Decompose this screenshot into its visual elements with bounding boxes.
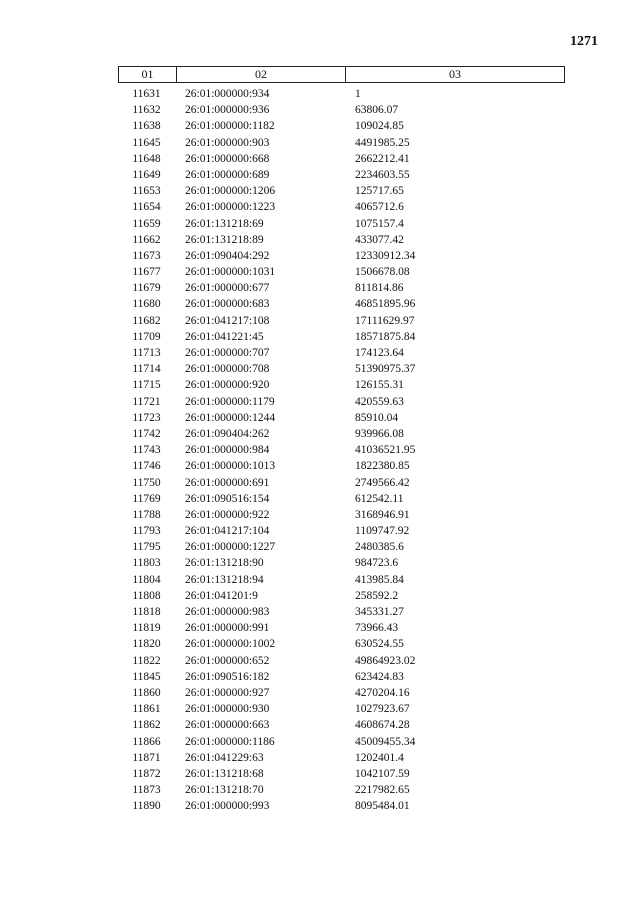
table-row xyxy=(118,313,565,329)
table-cell-01: 11679 xyxy=(132,282,161,295)
table-cell-03: 51390975.37 xyxy=(355,363,416,376)
table-row xyxy=(118,135,565,151)
table-cell-03: 345331.27 xyxy=(355,606,404,618)
table-row xyxy=(118,750,565,766)
table-row xyxy=(118,102,565,118)
table-cell-02: 26:01:000000:922 xyxy=(185,508,270,521)
table-cell-02: 26:01:000000:707 xyxy=(185,347,270,359)
table-cell-03: 4270204.16 xyxy=(355,686,410,699)
table-row xyxy=(118,118,565,134)
table-cell-01: 11746 xyxy=(132,460,161,473)
table-row xyxy=(118,604,565,620)
table-cell-03: 4065712.6 xyxy=(355,201,404,214)
table-cell-02: 26:01:041229:63 xyxy=(185,751,264,764)
table-cell-02: 26:01:000000:1186 xyxy=(185,735,275,748)
table-cell-02: 26:01:041217:108 xyxy=(185,314,270,327)
table-cell-02: 26:01:000000:691 xyxy=(185,476,270,489)
column-header-02: 02 xyxy=(177,67,346,82)
table-cell-01: 11871 xyxy=(132,751,161,764)
table-cell-01: 11632 xyxy=(132,104,161,117)
table-cell-02: 26:01:000000:1223 xyxy=(185,201,276,214)
table-cell-03: 126155.31 xyxy=(355,379,404,392)
table-cell-01: 11788 xyxy=(132,508,161,521)
table-cell-02: 26:01:000000:1002 xyxy=(185,638,276,651)
table-cell-03: 258592.2 xyxy=(355,589,399,602)
table-cell-02: 26:01:000000:934 xyxy=(185,88,270,100)
table-row xyxy=(118,280,565,296)
table-row xyxy=(118,296,565,312)
table-cell-01: 11873 xyxy=(132,784,161,797)
table-row xyxy=(118,620,565,636)
table-cell-03: 1042107.59 xyxy=(355,767,410,780)
table-cell-01: 11769 xyxy=(132,492,161,505)
table-cell-02: 26:01:090404:292 xyxy=(185,249,270,262)
table-cell-03: 2662212.41 xyxy=(355,152,410,165)
table-cell-01: 11709 xyxy=(132,330,161,343)
table-cell-02: 26:01:000000:930 xyxy=(185,703,270,716)
table-cell-02: 26:01:000000:708 xyxy=(185,363,270,376)
table-cell-01: 11648 xyxy=(132,152,161,165)
table-cell-01: 11649 xyxy=(132,168,161,181)
table-cell-02: 26:01:131218:69 xyxy=(185,217,264,230)
table-cell-03: 420559.63 xyxy=(355,395,404,408)
table-cell-02: 26:01:000000:903 xyxy=(185,136,270,149)
table-row xyxy=(118,345,565,361)
table-cell-01: 11659 xyxy=(132,217,161,230)
table-row xyxy=(118,199,565,215)
table-cell-02: 26:01:000000:984 xyxy=(185,444,270,457)
table-row xyxy=(118,782,565,798)
table-cell-02: 26:01:000000:677 xyxy=(185,282,270,295)
table-cell-03: 433077.42 xyxy=(355,233,404,246)
table-cell-02: 26:01:000000:983 xyxy=(185,606,270,618)
table-cell-02: 26:01:041221:45 xyxy=(185,330,264,343)
table-cell-01: 11872 xyxy=(132,767,161,780)
table-cell-03: 63806.07 xyxy=(355,104,399,117)
table-row xyxy=(118,264,565,280)
table-cell-03: 1822380.85 xyxy=(355,460,410,473)
table-cell-03: 41036521.95 xyxy=(355,444,416,457)
table-cell-03: 2234603.55 xyxy=(355,168,410,181)
table-cell-02: 26:01:131218:94 xyxy=(185,573,264,586)
table-cell-01: 11861 xyxy=(132,703,161,716)
table-cell-03: 1109747.92 xyxy=(355,525,410,538)
table-cell-02: 26:01:000000:1013 xyxy=(185,460,276,473)
table-row xyxy=(118,151,565,167)
table-cell-01: 11645 xyxy=(132,136,161,149)
table-cell-01: 11680 xyxy=(132,298,161,311)
table-row xyxy=(118,653,565,669)
table-cell-03: 3168946.91 xyxy=(355,508,410,521)
table-cell-02: 26:01:000000:1031 xyxy=(185,266,276,279)
table-row xyxy=(118,766,565,782)
table-row xyxy=(118,475,565,491)
table-cell-02: 26:01:131218:90 xyxy=(185,557,264,570)
table-cell-02: 26:01:000000:991 xyxy=(185,622,270,635)
table-cell-03: 1027923.67 xyxy=(355,703,410,716)
table-cell-03: 1 xyxy=(355,88,361,100)
table-row xyxy=(118,491,565,507)
table-cell-01: 11723 xyxy=(132,411,161,424)
table-cell-01: 11631 xyxy=(132,88,161,100)
table-cell-02: 26:01:000000:668 xyxy=(185,152,270,165)
table-cell-02: 26:01:131218:89 xyxy=(185,233,264,246)
table-cell-02: 26:01:000000:652 xyxy=(185,654,270,667)
table-row xyxy=(118,701,565,717)
table-cell-02: 26:01:090516:182 xyxy=(185,670,270,683)
table-cell-01: 11808 xyxy=(132,589,161,602)
table-cell-03: 984723.6 xyxy=(355,557,399,570)
table-cell-01: 11793 xyxy=(132,525,161,538)
table-row xyxy=(118,539,565,555)
table-cell-03: 49864923.02 xyxy=(355,654,416,667)
table-row xyxy=(118,572,565,588)
table-cell-01: 11653 xyxy=(132,185,161,198)
table-cell-01: 11714 xyxy=(132,363,161,376)
table-row xyxy=(118,717,565,733)
table-cell-03: 18571875.84 xyxy=(355,330,416,343)
table-cell-03: 630524.55 xyxy=(355,638,404,651)
table-body xyxy=(118,86,565,814)
table-cell-01: 11804 xyxy=(132,573,161,586)
table-cell-03: 2749566.42 xyxy=(355,476,410,489)
table-cell-03: 1202401.4 xyxy=(355,751,404,764)
table-row xyxy=(118,248,565,264)
table-row xyxy=(118,167,565,183)
table-cell-02: 26:01:000000:689 xyxy=(185,168,270,181)
table-row xyxy=(118,734,565,750)
table-cell-01: 11750 xyxy=(132,476,161,489)
table-row xyxy=(118,377,565,393)
table-cell-02: 26:01:000000:993 xyxy=(185,800,270,813)
table-cell-03: 811814.86 xyxy=(355,282,404,295)
table-cell-01: 11682 xyxy=(132,314,161,327)
table-row xyxy=(118,410,565,426)
table-cell-03: 1075157.4 xyxy=(355,217,404,230)
table-cell-01: 11845 xyxy=(132,670,161,683)
table-cell-03: 174123.64 xyxy=(355,347,404,359)
table-row xyxy=(118,442,565,458)
column-header-01: 01 xyxy=(119,67,177,82)
table-row xyxy=(118,523,565,539)
table-cell-01: 11721 xyxy=(132,395,161,408)
table-cell-02: 26:01:000000:1179 xyxy=(185,395,275,408)
table-cell-03: 2480385.6 xyxy=(355,541,404,554)
table-cell-02: 26:01:000000:683 xyxy=(185,298,270,311)
table-cell-02: 26:01:000000:1244 xyxy=(185,411,276,424)
table-cell-02: 26:01:000000:936 xyxy=(185,104,270,117)
table-cell-01: 11866 xyxy=(132,735,161,748)
table-cell-01: 11673 xyxy=(132,249,161,262)
table-row xyxy=(118,685,565,701)
table-cell-03: 125717.65 xyxy=(355,185,404,198)
table-cell-02: 26:01:000000:1227 xyxy=(185,541,276,554)
table-header xyxy=(118,66,565,83)
table-cell-01: 11795 xyxy=(132,541,161,554)
table-cell-02: 26:01:131218:68 xyxy=(185,767,264,780)
table-cell-03: 4608674.28 xyxy=(355,719,410,732)
table-cell-03: 46851895.96 xyxy=(355,298,416,311)
table-row xyxy=(118,507,565,523)
table-cell-02: 26:01:090404:262 xyxy=(185,427,270,440)
table-row xyxy=(118,329,565,345)
table-cell-01: 11820 xyxy=(132,638,161,651)
table-cell-03: 17111629.97 xyxy=(355,314,415,327)
table-cell-03: 2217982.65 xyxy=(355,784,410,797)
table-cell-02: 26:01:000000:927 xyxy=(185,686,270,699)
table-cell-01: 11654 xyxy=(132,201,161,214)
table-row xyxy=(118,232,565,248)
table-cell-03: 85910.04 xyxy=(355,411,399,424)
table-cell-02: 26:01:131218:70 xyxy=(185,784,264,797)
table-cell-03: 45009455.34 xyxy=(355,735,416,748)
column-header-03: 03 xyxy=(449,67,461,81)
table-cell-02: 26:01:041201:9 xyxy=(185,589,258,602)
table-cell-03: 8095484.01 xyxy=(355,800,410,813)
table-cell-02: 26:01:000000:1206 xyxy=(185,185,276,198)
table-row xyxy=(118,555,565,571)
table-cell-03: 612542.11 xyxy=(355,492,404,505)
table-cell-01: 11715 xyxy=(132,379,161,392)
table-cell-02: 26:01:041217:104 xyxy=(185,525,270,538)
table-row xyxy=(118,669,565,685)
table-cell-03: 12330912.34 xyxy=(355,249,416,262)
table-row xyxy=(118,798,565,814)
table-cell-03: 413985.84 xyxy=(355,573,404,586)
table-row xyxy=(118,86,565,102)
table-cell-02: 26:01:000000:920 xyxy=(185,379,270,392)
page-number: 1271 xyxy=(570,34,598,49)
table-cell-01: 11743 xyxy=(132,444,161,457)
table-cell-03: 939966.08 xyxy=(355,427,404,440)
table-row xyxy=(118,183,565,199)
table-cell-02: 26:01:000000:1182 xyxy=(185,120,275,133)
table-cell-02: 26:01:000000:663 xyxy=(185,719,270,732)
table-row xyxy=(118,588,565,604)
table-cell-03: 1506678.08 xyxy=(355,266,410,279)
table-cell-01: 11822 xyxy=(132,654,161,667)
table-cell-01: 11890 xyxy=(132,800,161,813)
table-row xyxy=(118,361,565,377)
table-cell-01: 11638 xyxy=(132,120,161,133)
table-cell-03: 109024.85 xyxy=(355,120,404,133)
table-cell-01: 11713 xyxy=(132,347,161,359)
table-cell-03: 4491985.25 xyxy=(355,136,410,149)
table-row xyxy=(118,636,565,652)
table-row xyxy=(118,458,565,474)
table-cell-01: 11677 xyxy=(132,266,161,279)
table-cell-01: 11742 xyxy=(132,427,161,440)
table-row xyxy=(118,394,565,410)
table-cell-01: 11862 xyxy=(132,719,161,732)
table-cell-01: 11860 xyxy=(132,686,161,699)
table-row xyxy=(118,216,565,232)
table-cell-01: 11662 xyxy=(132,233,161,246)
table-row xyxy=(118,426,565,442)
table-cell-03: 623424.83 xyxy=(355,670,404,683)
table-cell-03: 73966.43 xyxy=(355,622,399,635)
table-cell-01: 11818 xyxy=(132,606,161,618)
table-cell-01: 11803 xyxy=(132,557,161,570)
table-cell-02: 26:01:090516:154 xyxy=(185,492,270,505)
table-cell-01: 11819 xyxy=(132,622,161,635)
